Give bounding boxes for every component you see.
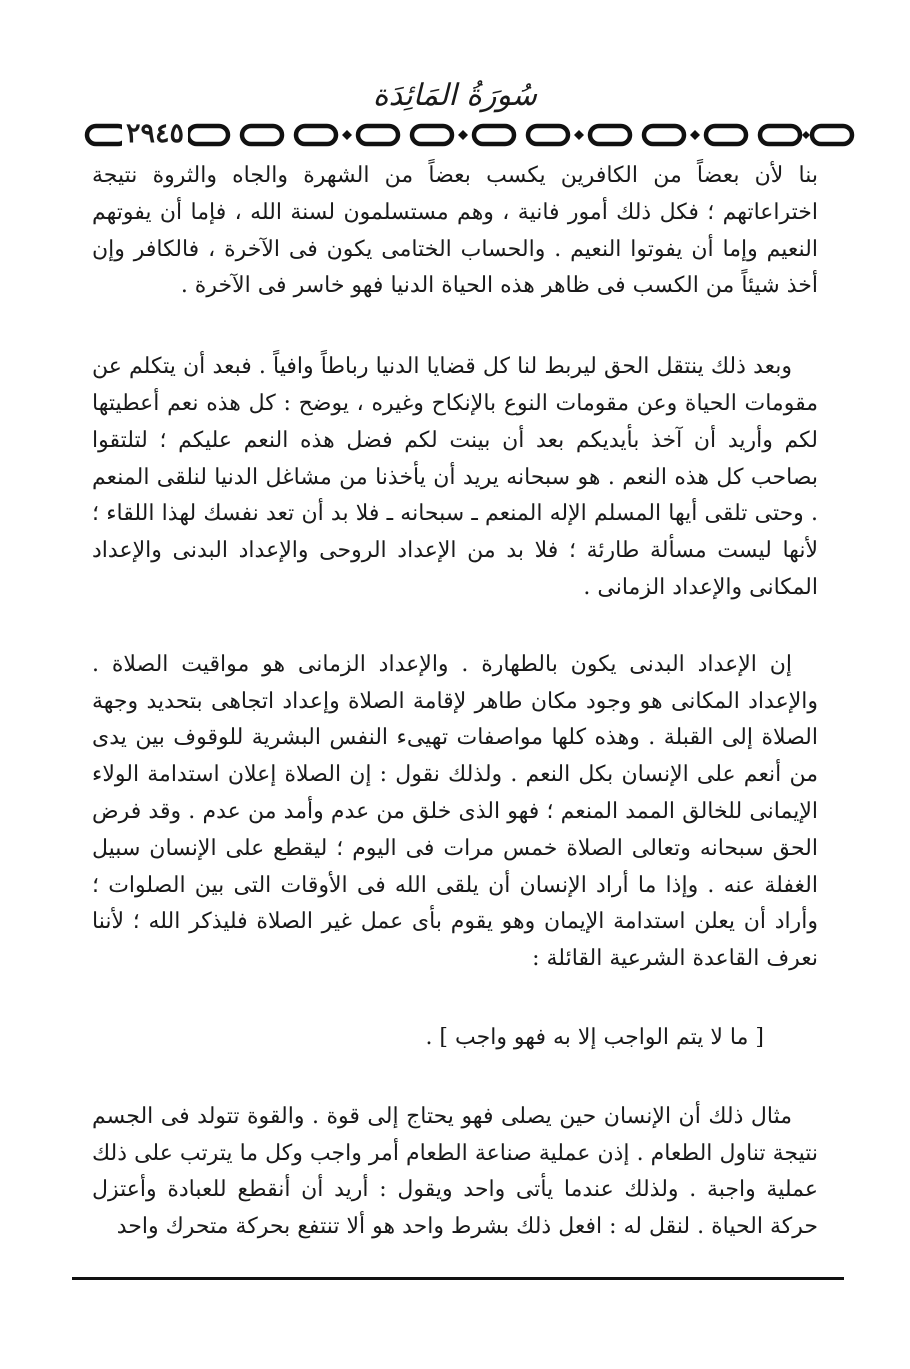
surah-title: سُورَةُ المَائِدَة [372, 78, 538, 113]
paragraph-1: بنا لأن بعضاً من الكافرين يكسب بعضاً من الشهرة والجاه والثروة نتيجة اختراعاتهم ؛ فكل ذلك أمور فانية ، وهم مستسلمون لسنة الله ، فإما أن يفوتهم النعيم وإما أن يفوتوا النعيم . والحساب الختامى يكون فى الآخرة ، فالكافر وإن أخذ شيئاً من الكسب فى ظاهر هذه الحياة الدنيا فهو خاسر فى الآخرة . [92, 163, 818, 299]
legal-rule-quote: [ ما لا يتم الواجب إلا به فهو واجب ] . [425, 1024, 764, 1050]
footer-divider [72, 1277, 844, 1280]
page-text-body [92, 158, 818, 1246]
paragraph-3: إن الإعداد البدنى يكون بالطهارة . والإعداد الزمانى هو مواقيت الصلاة . والإعداد المكانى هو وجود مكان طاهر لإقامة الصلاة وإعداد اتجاهى بتحديد وجهة الصلاة إلى القبلة . وهذه كلها مواصفات تهيىء النفس البشرية للوقوف بين يدى من أنعم على الإنسان بكل النعم . ولذلك نقول : إن الصلاة إعلان استدامة الولاء الإيمانى للخالق الممد المنعم ؛ فهو الذى خلق من عدم وأمد من عدم . وقد فرض الحق سبحانه وتعالى الصلاة خمس مرات فى اليوم ؛ ليقطع على الإنسان سبيل الغفلة عنه . وإذا ما أراد الإنسان أن يلقى الله فى الأوقات التى بين الصلوات ؛ وأراد أن يعلن استدامة الإيمان وهو يقوم بأى عمل غير الصلاة فليذكر الله ؛ لأننا نعرف القاعدة الشرعية القائلة : [92, 651, 818, 972]
page-number: ٢٩٤٥ [122, 119, 188, 149]
paragraph-2: وبعد ذلك ينتقل الحق ليربط لنا كل قضايا الدنيا رباطاً وافياً . فبعد أن يتكلم عن مقومات الحياة وعن مقومات النوع بالإنكاح وغيره ، يوضح : كل هذه نعم أعطيتها لكم وأريد أن آخذ بأيديكم بعد أن بينت لكم فضل هذه النعم عليكم ؛ لتلتقوا بصاحب كل هذه النعم . هو سبحانه يريد أن يأخذنا من مشاغل الدنيا لنلقى المنعم . وحتى تلقى أيها المسلم الإله المنعم ـ سبحانه ـ فلا بد أن تعد نفسك لهذا اللقاء ؛ لأنها ليست مسألة طارئة ؛ فلا بد من الإعداد الروحى والإعداد البدنى والإعداد المكانى والإعداد الزمانى . [92, 354, 818, 600]
paragraph-4: مثال ذلك أن الإنسان حين يصلى فهو يحتاج إلى قوة . والقوة تتولد فى الجسم نتيجة تناول الطعام . إذن عملية صناعة الطعام أمر واجب وكل ما يترتب على ذلك عملية واجبة . ولذلك عندما يأتى واحد ويقول : أريد أن أنقطع للعبادة وأعتزل حركة الحياة . لنقل له : افعل ذلك بشرط واحد هو ألا تنتفع بحركة متحرك واحد [92, 1103, 818, 1240]
header-ornament-chain [84, 118, 856, 152]
